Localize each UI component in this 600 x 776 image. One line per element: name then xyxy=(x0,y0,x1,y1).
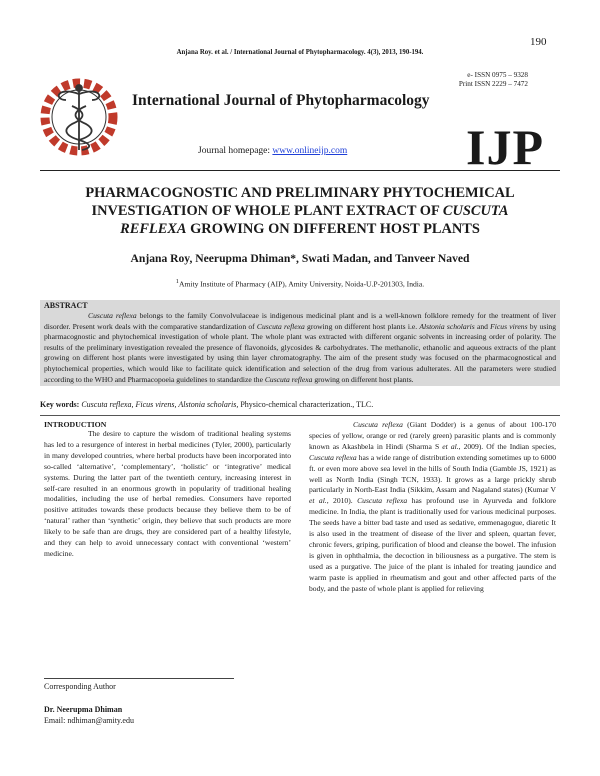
author-list: Anjana Roy, Neerupma Dhiman*, Swati Madan, and Tanveer Naved xyxy=(130,252,470,265)
abstract-italic: Ficus virens xyxy=(490,321,528,331)
body-italic: Cuscuta reflexa xyxy=(309,452,357,462)
e-issn: e- ISSN 0975 – 9328 xyxy=(467,71,528,79)
title-line-3-italic: REFLEXA xyxy=(120,221,187,237)
homepage-label: Journal homepage: xyxy=(198,146,273,156)
left-column xyxy=(44,420,291,560)
page-number: 190 xyxy=(530,36,547,48)
homepage-link[interactable]: www.onlineijp.com xyxy=(272,146,348,156)
abstract-italic: Cuscuta reflexa xyxy=(256,321,305,331)
running-head: Anjana Roy. et al. / International Journal of Phytopharmacology. 4(3), 2013, 190-194. xyxy=(176,49,424,56)
journal-title: International Journal of Phytopharmacology xyxy=(132,92,430,109)
introduction-heading: INTRODUCTION xyxy=(44,420,107,429)
journal-homepage xyxy=(198,146,347,156)
title-line-3 xyxy=(40,220,560,238)
body-span: , 2009). Of the Indian species, xyxy=(458,441,556,451)
abstract-span: belongs to the family Convolvulaceae is indigenous medicinal plant and is a well-known folklore remedy for the treatment of liver disorder. Present work deals with the comparative standardization of xyxy=(44,311,557,331)
body-italic: Cuscuta reflexa xyxy=(353,420,403,429)
introduction-paragraph: The desire to capture the wisdom of traditional healing systems has led to a resurgence of interest in herbal medicines (Tyler, 2000), particularly in many developed countries, where herbal products have been incorporated into so-called ‘alternative’, ‘complementary’, ‘holistic’ or ‘integrative’ medical systems. During the latter part of the twentieth century, increasing interest in self-care resulted in an enormous growth in popularity of traditional healing modalities, including the use of herbal remedies. Consumers have reported positive attitudes towards these products because they believe them to be of ‘natural’ rather than ‘synthetic’ origin, they believe that such products are more likely to be safe than are drugs, they are considered part of a healthy lifestyle, and they can help to avoid unnecessary contact with conventional ‘western’ medicine. xyxy=(44,429,291,558)
abstract-italic: Alstonia scholaris xyxy=(419,321,475,331)
body-span: has profound use in Ayurveda and folklore medicine. In India, the plant is traditionally used for various medicinal purposes. The seeds have a bitter bad taste and used as sedative, emmenagogue, diaretic It is also used in the treatment of disease of the liver and spleen, quartan fever, chronic fevers, griping, purification of blood and cleanse the bowel. The infusion is given in ophthalmia, the decoction in biliousness as a purgative. The stem is used as a purgative. The juice of the plant is inhaled for treating jaundice and warm paste is applied in rheumatism and gout and other affected parts of the body, and the paste of whole plant is applied for relieving xyxy=(309,496,557,593)
keywords-label: Key words: xyxy=(40,400,82,409)
abstract-span: by using pharmacognostic and phytochemical investigation of whole plant. The whole plant was extracted with different organic solvents in increasing order of polarity. The results of the preliminary investigation revealed the presence of flavonoids, glycosides & carbohydrates. The methanolic, ethanolic and aqueous extracts of the plant growing on different host plants were investigated by using thin layer chromatography. The aim of the present study was focused on the pharmacognostical and phytochemical properties, which would like to facilitate quick identification and selection of the drug from various adulterates. All the parameters were studied according to the WHO and Pharmacopoeia guidelines to standardize the xyxy=(44,321,557,384)
title-line-3-text: GROWING ON DIFFERENT HOST PLANTS xyxy=(186,221,480,237)
keywords-text: Physico-chemical characterization., TLC. xyxy=(238,400,374,409)
abstract-italic: Cuscuta reflexa xyxy=(88,311,137,320)
body-italic: et al. xyxy=(309,496,327,506)
abstract-heading: ABSTRACT xyxy=(44,301,88,310)
title-line-2-italic: CUSCUTA xyxy=(442,203,509,219)
body-span: has a wide range of distribution extending sometimes up to 6000 ft. or even more above sea level in the hills of South India (Gamble JS, 1921) as well as North India (Singh TCN, 1933). It grows as a large prickly shrub particularly in North-East India (Sikkim, Assam and Nagaland states) (Kumar V xyxy=(309,452,556,495)
body-italic: Cuscuta reflexa xyxy=(357,496,408,506)
journal-abbrev: IJP xyxy=(466,119,544,175)
abstract-italic: Cuscuta reflexa xyxy=(264,374,313,384)
corresponding-email: Email: ndhiman@amity.edu xyxy=(44,716,134,725)
title-line-1: PHARMACOGNOSTIC AND PRELIMINARY PHYTOCHEMICAL xyxy=(85,185,515,201)
body-span: , 2010). xyxy=(326,496,358,506)
keywords-divider xyxy=(40,415,560,416)
abstract-text xyxy=(44,311,556,385)
journal-logo-icon xyxy=(36,74,122,160)
affiliation-sup: 1 xyxy=(175,278,179,285)
right-column xyxy=(309,420,556,595)
title-line-2-text: INVESTIGATION OF WHOLE PLANT EXTRACT OF xyxy=(91,203,443,219)
article-title xyxy=(40,184,560,238)
body-italic: et al. xyxy=(442,441,459,451)
print-issn: Print ISSN 2229 – 7472 xyxy=(458,80,528,88)
corresponding-name: Dr. Neerupma Dhiman xyxy=(44,705,123,714)
issn-block xyxy=(459,71,528,89)
corresponding-label: Corresponding Author xyxy=(44,682,116,691)
header-divider xyxy=(40,170,560,171)
title-line-2 xyxy=(40,202,560,220)
affiliation-text: Amity Institute of Pharmacy (AIP), Amity University, Noida-U.P-201303, India. xyxy=(178,279,425,289)
abstract-span: growing on different host plants i.e. xyxy=(304,321,420,331)
affiliation xyxy=(40,278,560,289)
abstract-span: growing on different host plants. xyxy=(312,374,414,384)
keywords xyxy=(40,400,560,409)
body-span: (Giant Dodder) is a genus of about 100-170 species of yellow, orange or red (rarely green) parasitic plants and is commonly known as Akashbela in Hindi (Sharma S xyxy=(309,420,556,451)
keywords-italic: Cuscuta reflexa, Ficus virens, Alstonia scholaris, xyxy=(81,400,239,409)
footnote-divider xyxy=(44,678,234,679)
cuscuta-paragraph xyxy=(309,420,556,595)
abstract-span: and xyxy=(474,321,491,331)
